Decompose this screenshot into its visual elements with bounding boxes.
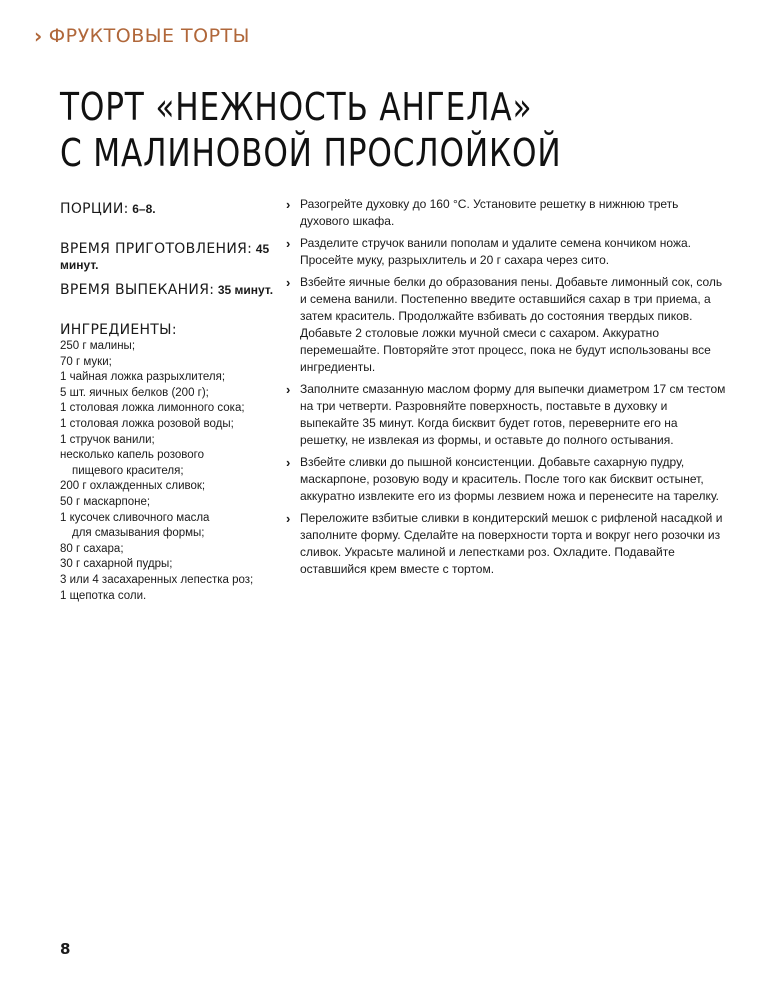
- instruction-step: [286, 235, 726, 269]
- page-number: 8: [60, 940, 71, 958]
- list-item: 3 или 4 засахаренных лепестка роз;: [60, 573, 254, 586]
- chevron-right-icon: ›: [286, 455, 291, 470]
- servings-value: 6–8.: [132, 202, 156, 216]
- recipe-title-line-1: ТОРТ «НЕЖНОСТЬ АНГЕЛА»: [60, 85, 533, 129]
- recipe-title: [60, 84, 618, 176]
- list-item: 200 г охлажденных сливок;: [60, 480, 206, 493]
- ingredients-list: [60, 339, 285, 604]
- bake-time: [60, 282, 280, 298]
- chevron-right-icon: ›: [286, 511, 291, 526]
- recipe-title-line-2: С МАЛИНОВОЙ ПРОСЛОЙКОЙ: [60, 131, 562, 175]
- list-item: 1 кусочек сливочного масла: [60, 511, 210, 524]
- step-text: Разогрейте духовку до 160 °С. Установите решетку в нижнюю треть духового шкафа.: [300, 197, 679, 228]
- list-item: пищевого красителя;: [72, 464, 184, 477]
- list-item: 70 г муки;: [60, 355, 112, 368]
- chevron-right-icon: ›: [286, 197, 291, 212]
- step-text: Взбейте яичные белки до образования пены. Добавьте лимонный сок, соль и семена ванили. Постепенно введите оставшийся сахар в три приема, а затем краситель. Продолжайте взбивать до состояния твердых пиков. Добавьте 2 столовые ложки мучной смеси с сахаром. Аккуратно перемешайте. Повторяйте этот процесс, пока не будут использованы все ингредиенты.: [300, 275, 723, 374]
- step-text: Заполните смазанную маслом форму для выпечки диаметром 17 см тестом на три четверти. Разровняйте поверхность, поставьте в духовку и выпекайте 35 минут. Когда бисквит будет готов, переверните его на решетку, не извлекая из формы, и оставьте до полного остывания.: [300, 382, 726, 447]
- bake-time-label: ВРЕМЯ ВЫПЕКАНИЯ:: [60, 282, 215, 298]
- list-item: несколько капель розового: [60, 449, 204, 462]
- list-item: 250 г малины;: [60, 340, 136, 352]
- chevron-right-icon: ›: [34, 24, 43, 48]
- list-item: 1 чайная ложка разрыхлителя;: [60, 371, 226, 384]
- step-text: Переложите взбитые сливки в кондитерский мешок с рифленой насадкой и заполните форму. Сделайте на поверхности торта и вокруг него розочки из сливок. Украсьте малиной и лепестками роз. Охладите. Подавайте оставшийся крем вместе с тортом.: [300, 511, 723, 576]
- chapter-title: ФРУКТОВЫЕ ТОРТЫ: [48, 25, 250, 47]
- list-item: для смазывания формы;: [72, 527, 205, 540]
- step-text: Разделите стручок ванили пополам и удалите семена кончиком ножа. Просейте муку, разрыхлитель и 20 г сахара через сито.: [300, 236, 692, 267]
- instructions: [286, 196, 726, 583]
- chevron-right-icon: ›: [286, 236, 291, 251]
- list-item: 1 столовая ложка розовой воды;: [60, 417, 234, 430]
- list-item: 1 столовая ложка лимонного сока;: [60, 402, 245, 415]
- servings-label: ПОРЦИИ:: [60, 201, 129, 217]
- instruction-step: [286, 274, 726, 376]
- list-item: 30 г сахарной пудры;: [60, 558, 173, 571]
- chevron-right-icon: ›: [286, 382, 291, 397]
- instruction-step: [286, 510, 726, 578]
- prep-time: [60, 241, 280, 273]
- bake-time-value: 35 минут.: [217, 283, 274, 297]
- chevron-right-icon: ›: [286, 275, 291, 290]
- list-item: 5 шт. яичных белков (200 г);: [60, 386, 209, 399]
- list-item: 80 г сахара;: [60, 542, 124, 555]
- prep-time-value: 45 минут.: [60, 242, 270, 272]
- instruction-step: [286, 454, 726, 505]
- servings: [60, 201, 280, 217]
- list-item: 1 щепотка соли.: [60, 589, 147, 602]
- list-item: 50 г маскарпоне;: [60, 495, 151, 508]
- step-text: Взбейте сливки до пышной консистенции. Добавьте сахарную пудру, маскарпоне, розовую воду и краситель. После того как бисквит остынет, аккуратно извлеките его из формы лезвием ножа и перенесите на тарелку.: [300, 455, 719, 503]
- chapter-header: [34, 24, 250, 48]
- ingredients-heading: ИНГРЕДИЕНТЫ:: [60, 322, 177, 338]
- prep-time-label: ВРЕМЯ ПРИГОТОВЛЕНИЯ:: [60, 241, 253, 257]
- instruction-step: [286, 196, 726, 230]
- list-item: 1 стручок ванили;: [60, 433, 155, 446]
- instruction-step: [286, 381, 726, 449]
